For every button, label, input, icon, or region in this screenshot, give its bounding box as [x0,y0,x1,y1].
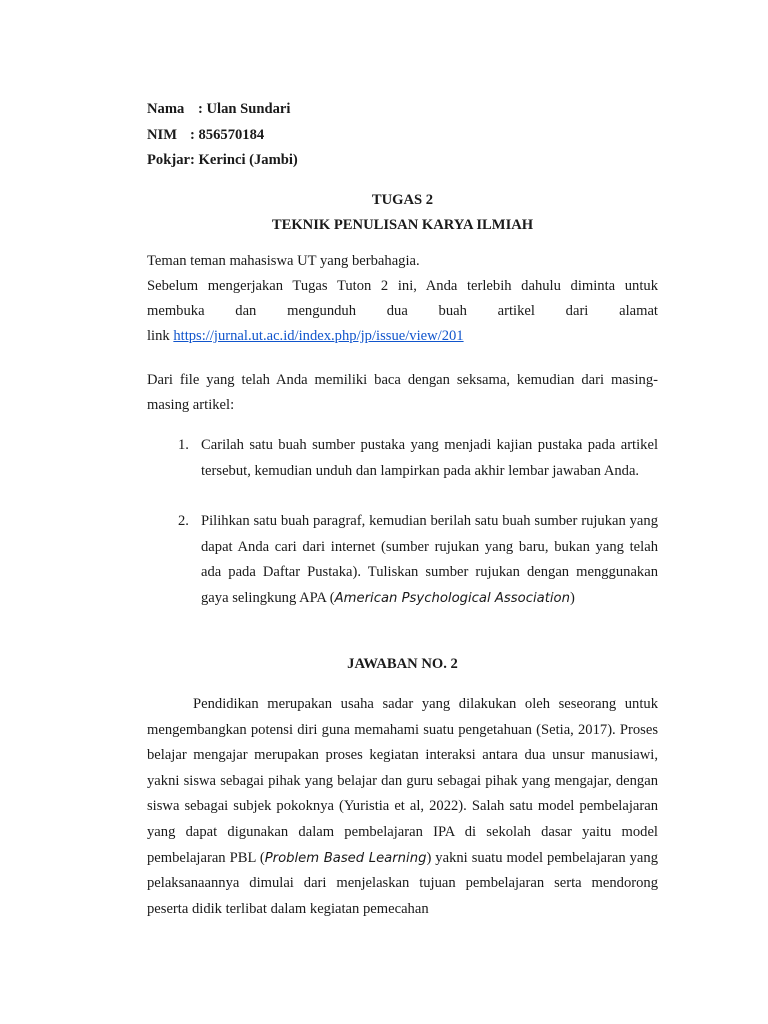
greeting-text: Teman teman mahasiswa UT yang berbahagia. [147,253,420,269]
nim-value: : 856570184 [190,127,265,143]
journal-link[interactable]: https://jurnal.ut.ac.id/index.php/jp/issue/view/201 [173,328,464,344]
answer-text-2: ) yakni suatu model pembelajaran yang pelaksanaannya dimulai dari menjelaskan tujuan pembelajaran serta mendorong peserta didik terlibat dalam kegiatan pemecahan [147,849,658,917]
task-text-main: Pilihkan satu buah paragraf, kemudian berilah satu buah sumber rujukan yang dapat Anda cari dari internet (sumber rujukan yang baru, bukan yang telah ada pada Daftar Pustaka). Tuliskan sumber rujukan dengan menggunakan gaya selingkung APA ( [201,513,658,606]
student-pokjar-line [147,152,298,169]
intro-line-2: membuka dan mengunduh dua buah artikel dari alamat [147,303,658,319]
student-name-line [147,101,290,118]
link-prefix: link [147,328,170,344]
task-number: 2. [178,513,189,529]
task-text-italic: American Psychological Association [334,590,570,606]
nim-label: NIM [147,127,177,143]
instruction-line-2: masing artikel: [147,397,235,413]
pokjar-label: Pokjar: [147,152,195,168]
answer-paragraph [147,692,658,922]
answer-text-1: Pendidikan merupakan usaha sadar yang dilakukan oleh seseorang untuk mengembangkan potensi diri guna memahami suatu pengetahuan (Setia, 2017). Proses belajar mengajar merupakan proses kegiatan interaksi antara dua unsur manusiawi, yakni siswa sebagai pihak yang belajar dan guru sebagai pihak yang mengajar, dengan siswa sebagai subjek pokoknya (Yuristia et al, 2022). Salah satu model pembelajaran yang dapat digunakan dalam pembelajaran IPA di sekolah dasar yaitu model pembelajaran PBL ( [147,696,658,866]
task-text [201,509,658,611]
answer-text-italic: Problem Based Learning [264,850,427,866]
pokjar-value: Kerinci (Jambi) [198,152,298,168]
task-text-end: ) [569,589,575,606]
name-value: : Ulan Sundari [198,101,291,117]
task-text: Carilah satu buah sumber pustaka yang menjadi kajian pustaka pada artikel tersebut, kemudian unduh dan lampirkan pada akhir lembar jawaban Anda. [201,437,658,479]
intro-link-line [147,324,658,350]
instruction-line-1: Dari file yang telah Anda memiliki baca dengan seksama, kemudian dari masing- [147,372,658,388]
intro-line-1: Sebelum mengerjakan Tugas Tuton 2 ini, Anda terlebih dahulu diminta untuk [147,278,658,294]
assignment-title: TUGAS 2 [371,192,434,208]
name-label: Nama [147,101,185,117]
answer-heading: JAWABAN NO. 2 [347,656,458,672]
student-nim-line [147,127,264,144]
course-title: TEKNIK PENULISAN KARYA ILMIAH [271,217,534,233]
task-number: 1. [178,437,189,453]
